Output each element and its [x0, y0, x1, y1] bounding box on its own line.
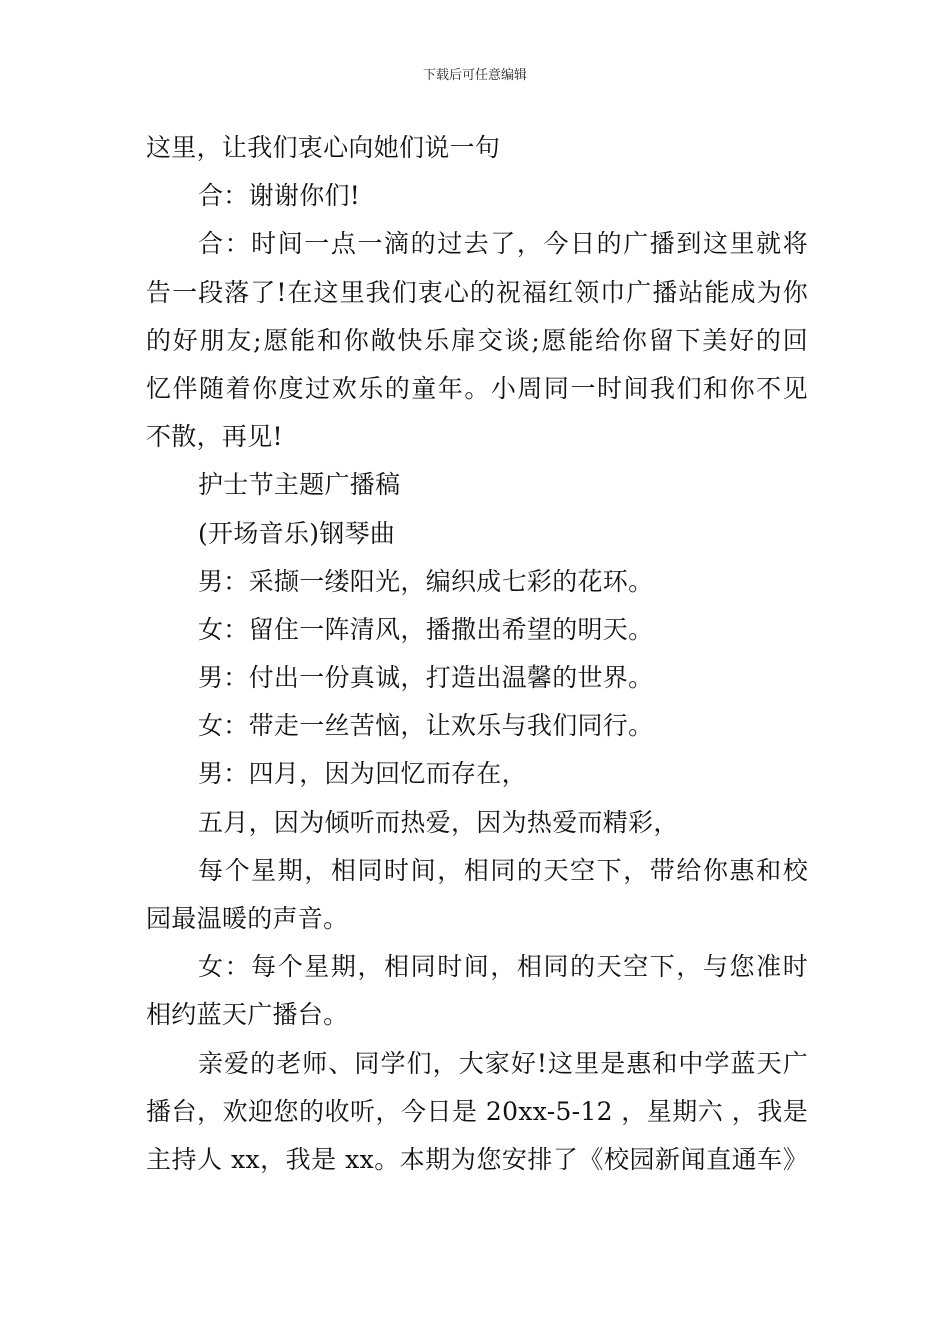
text-line: 男：四月，因为回忆而存在， — [198, 759, 527, 789]
text-line: 护士节主题广播稿 — [198, 470, 401, 500]
text-line: 告一段落了!在这里我们衷心的祝福红领巾广播站能成为你 — [146, 277, 808, 307]
body-text — [146, 124, 808, 1184]
text-line: 忆伴随着你度过欢乐的童年。小周同一时间我们和你不见 — [146, 373, 808, 403]
text-line: 女：每个星期，相同时间，相同的天空下，与您准时 — [198, 952, 808, 982]
text-line: 主持人 xx，我是 xx。本期为您安排了《校园新闻直通车》 — [146, 1144, 808, 1174]
text-line: 不散，再见! — [146, 422, 283, 452]
text-line: 女：带走一丝苦恼，让欢乐与我们同行。 — [198, 711, 654, 741]
text-line: 合：谢谢你们! — [198, 181, 361, 211]
text-line: 园最温暖的声音。 — [146, 904, 349, 933]
text-line: 男：付出一份真诚，打造出温馨的世界。 — [198, 663, 654, 693]
text-line: 五月，因为倾听而热爱，因为热爱而精彩， — [198, 807, 679, 837]
text-line: 相约蓝天广播台。 — [146, 1000, 349, 1030]
text-line: 亲爱的老师、同学们，大家好!这里是惠和中学蓝天广 — [198, 1048, 808, 1078]
text-line: 每个星期，相同时间，相同的天空下，带给你惠和校 — [198, 855, 808, 885]
text-line: (开场音乐)钢琴曲 — [198, 518, 396, 548]
text-line: 播台，欢迎您的收听，今日是 20xx-5-12 ，星期六 ，我是 — [146, 1096, 808, 1126]
text-line: 男：采撷一缕阳光，编织成七彩的花环。 — [198, 566, 654, 596]
header-note: 下载后可任意编辑 — [422, 68, 527, 83]
text-line: 的好朋友;愿能和你敞快乐扉交谈;愿能给你留下美好的回 — [146, 325, 808, 355]
text-line: 合：时间一点一滴的过去了，今日的广播到这里就将 — [198, 229, 808, 259]
text-line: 女：留住一阵清风，播撒出希望的明天。 — [198, 614, 654, 644]
text-line: 这里，让我们衷心向她们说一句 — [146, 133, 501, 162]
